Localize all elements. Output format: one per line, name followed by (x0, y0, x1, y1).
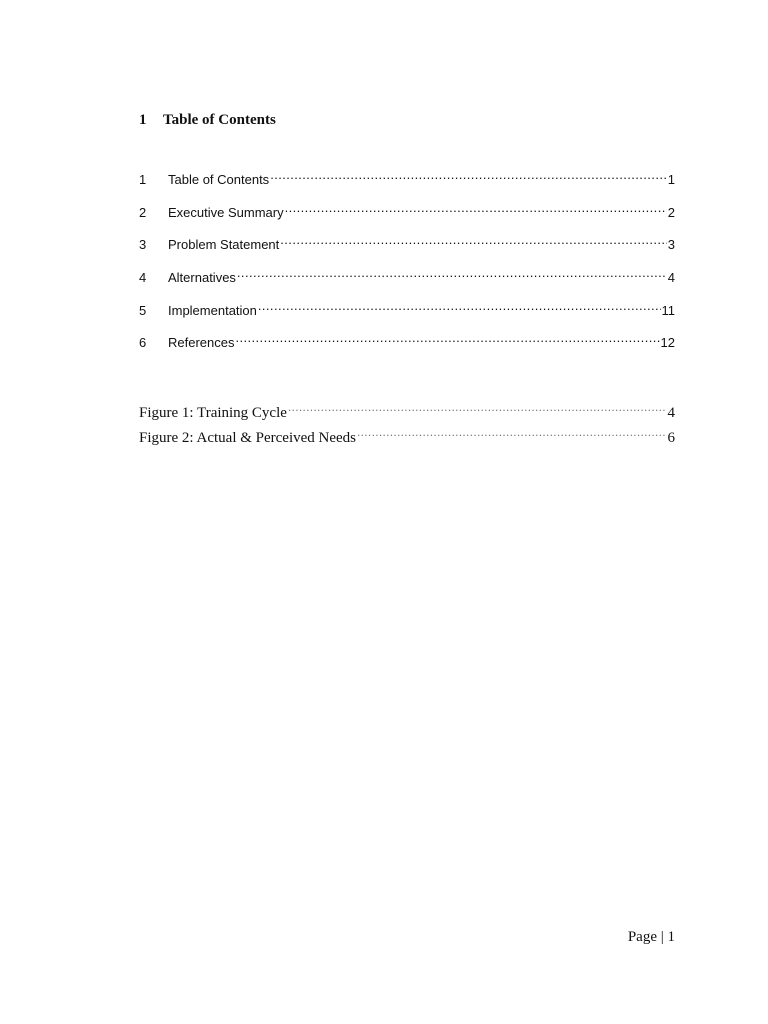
toc-entry-title: Problem Statement (168, 237, 280, 253)
toc-entry-number: 2 (139, 204, 147, 220)
toc-dot-leader (279, 231, 666, 249)
toc-entry-number: 4 (139, 270, 147, 286)
table-of-figures (139, 397, 675, 447)
toc-dot-leader (234, 329, 659, 347)
toc-entry[interactable] (139, 231, 675, 264)
toc-entry-number: 5 (139, 302, 147, 318)
toc-entry-page: 12 (660, 335, 675, 351)
toc-entry-title: Implementation (168, 302, 257, 318)
table-of-contents (139, 166, 675, 362)
toc-entry-title: Table of Contents (168, 172, 270, 187)
heading-title: Table of Contents (163, 112, 276, 128)
toc-entry[interactable] (139, 199, 675, 232)
figure-entry-page: 4 (667, 405, 675, 421)
toc-entry-page: 3 (667, 237, 675, 253)
toc-entry-title: Alternatives (168, 270, 236, 286)
page-footer: Page | 1 (627, 929, 675, 945)
toc-entry-page: 2 (667, 204, 675, 220)
heading-number: 1 (139, 112, 147, 128)
toc-entry-number: 6 (139, 335, 147, 351)
toc-entry[interactable] (139, 297, 675, 330)
toc-entry[interactable] (139, 329, 675, 362)
toc-dot-leader (236, 264, 667, 282)
toc-dot-leader (257, 297, 661, 315)
figure-dot-leader (356, 422, 666, 442)
figure-entry-title: Figure 1: Training Cycle (139, 405, 287, 421)
toc-entry-page: 4 (667, 270, 675, 286)
toc-entry[interactable] (139, 166, 675, 199)
toc-entry-number: 1 (139, 172, 147, 187)
toc-dot-leader (269, 166, 667, 184)
figure-entry-page: 6 (667, 430, 675, 446)
toc-entry-title: References (168, 335, 235, 351)
figure-entry[interactable] (139, 397, 675, 422)
figure-dot-leader (287, 397, 667, 417)
figure-entry[interactable] (139, 422, 675, 447)
toc-entry-title: Executive Summary (168, 204, 284, 220)
toc-dot-leader (284, 199, 667, 217)
toc-entry[interactable] (139, 264, 675, 297)
toc-entry-number: 3 (139, 237, 147, 253)
section-heading (139, 110, 276, 130)
figure-entry-title: Figure 2: Actual & Perceived Needs (139, 430, 357, 446)
toc-entry-page: 11 (661, 302, 675, 318)
toc-entry-page: 1 (667, 172, 675, 187)
